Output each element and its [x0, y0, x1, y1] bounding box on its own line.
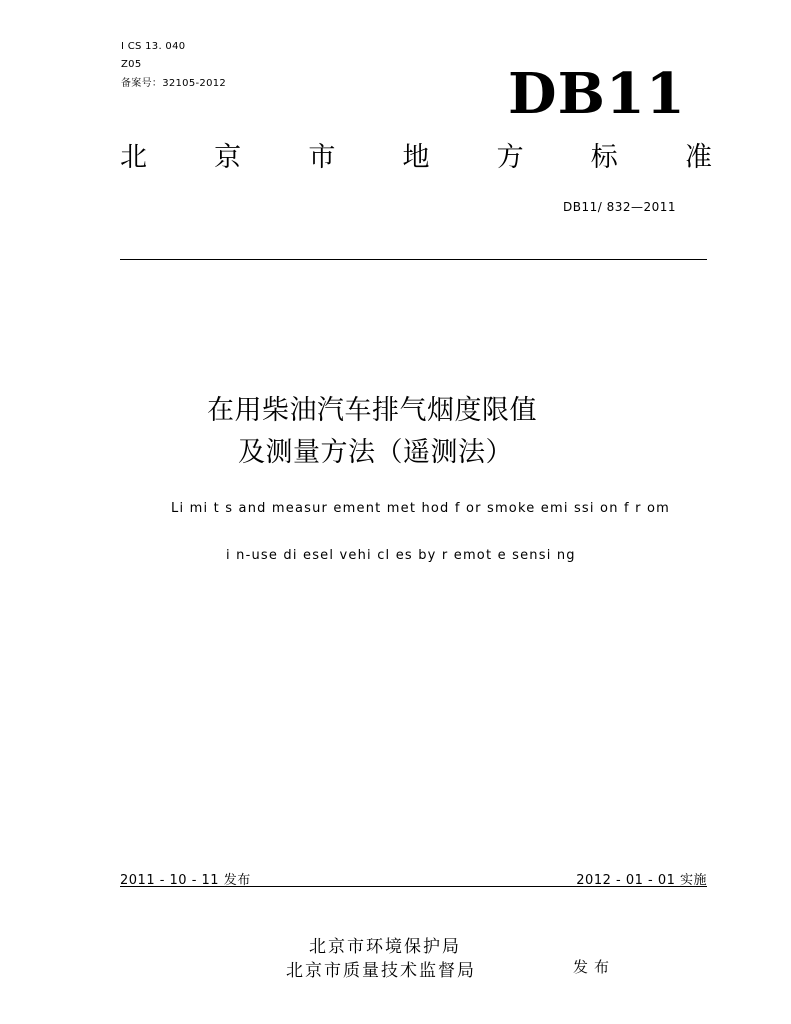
issue-date: 2011 - 10 - 11 发布: [120, 873, 251, 888]
issuer-environment-bureau: 北京市环境保护局: [309, 937, 461, 957]
chinese-title-line-2: 及测量方法（遥测法）: [238, 437, 513, 468]
header-divider: [120, 259, 707, 260]
english-title-line-2: i n-use di esel vehi cl es by r emot e sensi ng: [226, 548, 576, 563]
chinese-title-line-1: 在用柴油汽车排气烟度限值: [207, 395, 537, 426]
english-title-line-1: Li mi t s and measur ement met hod f or smoke emi ssi on f r om: [171, 501, 670, 516]
ics-code: I CS 13. 040: [121, 41, 186, 52]
standard-type-char: 地: [402, 142, 430, 173]
footer-divider: [120, 886, 707, 887]
standard-type-char: 准: [684, 142, 712, 173]
classification-code: Z05: [121, 59, 142, 70]
publish-label: 发布: [573, 958, 616, 976]
standard-type-char: 京: [214, 142, 242, 173]
issuer-quality-bureau: 北京市质量技术监督局: [286, 961, 476, 981]
db11-logo: DB11: [508, 61, 686, 127]
standard-type-char: 标: [590, 142, 618, 173]
standard-type-char: 方: [496, 142, 524, 173]
standard-type-char: 北: [120, 142, 147, 173]
standard-number: DB11/ 832—2011: [563, 200, 677, 214]
standard-type: [120, 140, 712, 176]
record-number: 备案号：32105-2012: [121, 78, 227, 89]
standard-type-char: 市: [308, 142, 336, 173]
implementation-date: 2012 - 01 - 01 实施: [576, 873, 707, 888]
